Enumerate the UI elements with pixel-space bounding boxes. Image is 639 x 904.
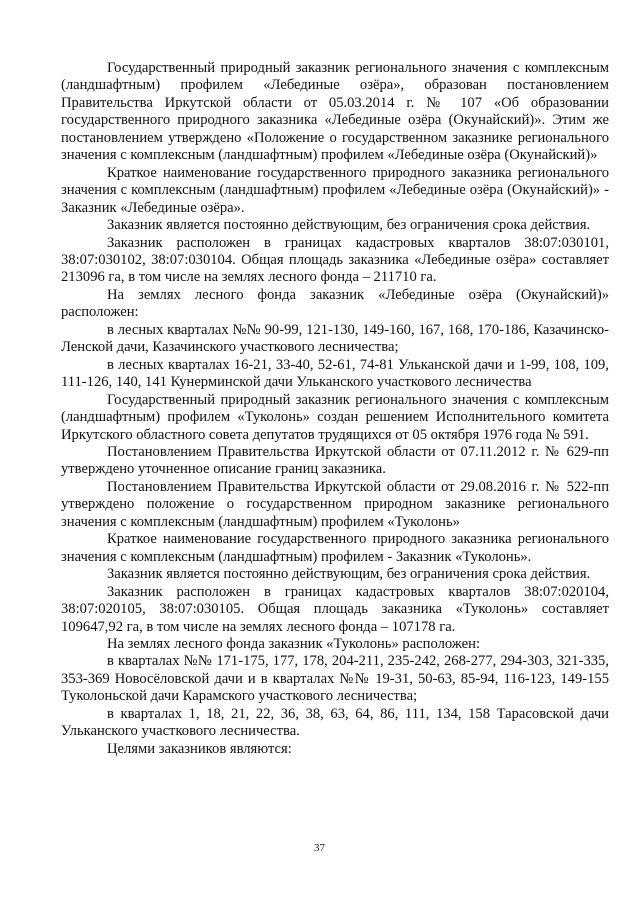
page-number: 37 [314, 842, 325, 854]
paragraph-lebedinye-duration: Заказник является постоянно действующим, без ограничения срока действия. [107, 217, 591, 234]
paragraph-lebedinye-location-area: Заказник расположен в границах кадастровых кварталов 38:07:030101, 38:07:030102, 38:07:030104. Общая площадь заказника «Лебединые озёра» составляет 213096 га, в том числе на землях лесного фонда – 211710 га. [61, 234, 609, 286]
paragraph-goals-intro: Целями заказников являются: [107, 740, 292, 757]
document-page [61, 60, 609, 758]
paragraph-lebedinye-quarters-kazachinsk: в лесных кварталах №№ 90-99, 121-130, 149-160, 167, 168, 170-186, Казачинско-Ленской дачи, Казачинского участкового лесничества; [61, 321, 609, 356]
paragraph-tukolon-regulation-decree: Постановлением Правительства Иркутской области от 29.08.2016 г. № 522-пп утверждено положение о государственном природном заказнике регионального значения с комплексным (ландшафтным) профилем «Туколонь» [61, 478, 609, 530]
paragraph-tukolon-establishment: Государственный природный заказник регионального значения с комплексным (ландшафтным) профилем «Туколонь» создан решением Исполнительного комитета Иркутского областного совета депутатов трудящихся от 05 октября 1976 года № 591. [61, 391, 609, 443]
paragraph-lebedinye-establishment: Государственный природный заказник регионального значения с комплексным (ландшафтным) профилем «Лебединые озёра», образован постановлением Правительства Иркутской области от 05.03.2014 г. № 107 «Об образовании государственного природного заказника «Лебединые озёра (Окунайский)». Этим же постановлением утверждено «Положение о государственном заказнике регионального значения с комплексным (ландшафтным) профилем «Лебединые озёра (Окунайский)» [61, 60, 609, 164]
paragraph-tukolon-boundaries-decree: Постановлением Правительства Иркутской области от 07.11.2012 г. № 629-пп утверждено уточненное описание границ заказника. [61, 443, 609, 478]
paragraph-tukolon-short-name: Краткое наименование государственного природного заказника регионального значения с комплексным (ландшафтным) профилем - Заказник «Туколонь». [61, 531, 609, 565]
paragraph-tukolon-location-area: Заказник расположен в границах кадастровых кварталов 38:07:020104, 38:07:020105, 38:07:030105. Общая площадь заказника «Туколонь» составляет 109647,92 га, в том числе на землях лесного фонда – 107178 га. [61, 583, 609, 635]
paragraph-tukolon-forest-lands-intro: На землях лесного фонда заказник «Туколонь» расположен: [107, 635, 481, 652]
paragraph-tukolon-duration: Заказник является постоянно действующим, без ограничения срока действия. [107, 566, 591, 583]
paragraph-tukolon-quarters-tarasovsk: в кварталах 1, 18, 21, 22, 36, 38, 63, 64, 86, 111, 134, 158 Тарасовской дачи Ульканского участкового лесничества. [61, 705, 609, 740]
paragraph-tukolon-quarters-karam: в кварталах №№ 171-175, 177, 178, 204-211, 235-242, 268-277, 294-303, 321-335, 353-369 Новосёловской дачи и в кварталах №№ 19-31, 50-63, 85-94, 116-123, 149-155 Туколоньской дачи Карамского участкового лесничества; [61, 653, 609, 705]
paragraph-lebedinye-short-name: Краткое наименование государственного природного заказника регионального значения с комплексным (ландшафтным) профилем «Лебединые озёра (Окунайский)» - Заказник «Лебединые озёра». [61, 164, 609, 216]
paragraph-lebedinye-quarters-ulkan: в лесных кварталах 16-21, 33-40, 52-61, 74-81 Ульканской дачи и 1-99, 108, 109, 111-126, 140, 141 Кунерминской дачи Ульканского участкового лесничества [61, 356, 609, 391]
paragraph-lebedinye-forest-lands-intro: На землях лесного фонда заказник «Лебединые озёра (Окунайский)» расположен: [61, 286, 609, 321]
